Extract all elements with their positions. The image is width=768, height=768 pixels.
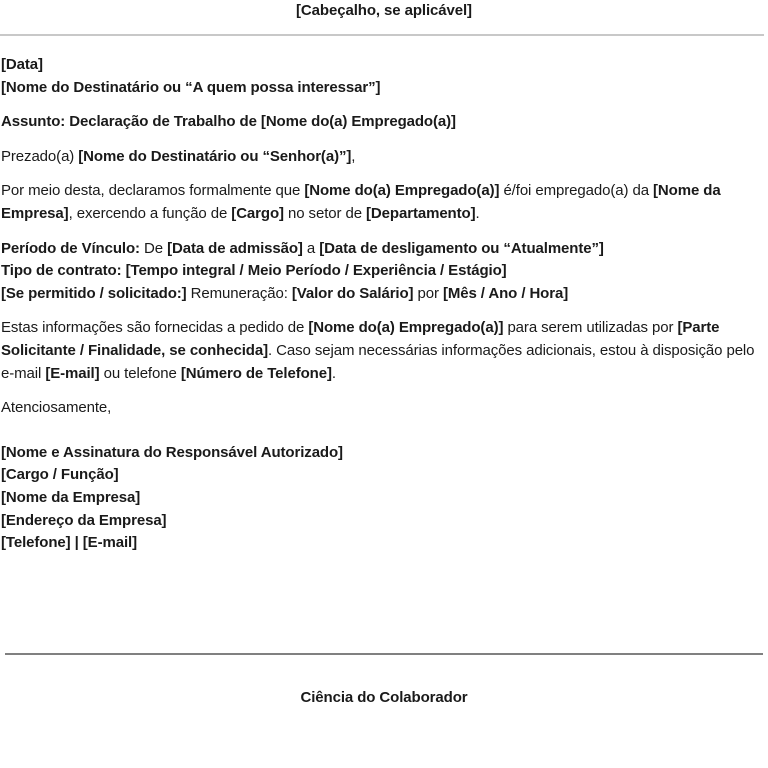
purpose-part2: para serem utilizadas por xyxy=(503,319,678,337)
period-from-word: De xyxy=(139,239,168,257)
salutation-suffix: , xyxy=(351,147,356,165)
recipient-line xyxy=(1,77,764,100)
statement-part1: Por meio desta, declaramos formalmente que xyxy=(1,182,305,200)
document-body xyxy=(0,36,768,555)
statement-company-placeholder: [Nome da Empresa] xyxy=(1,182,721,222)
period-to-word: a xyxy=(302,239,320,257)
statement-paragraph xyxy=(1,180,764,225)
contract-label: Tipo de contrato: xyxy=(1,262,126,280)
statement-department-placeholder: [Departamento] xyxy=(366,204,476,222)
recipient-placeholder: [Nome do Destinatário ou “A quem possa interessar”] xyxy=(1,78,381,96)
purpose-phone-placeholder: [Número de Telefone] xyxy=(180,364,332,382)
statement-part3: , exercendo a função de xyxy=(68,204,232,222)
signature-line-address: [Endereço da Empresa] xyxy=(1,511,167,529)
salary-amount-placeholder: [Valor do Salário] xyxy=(291,284,414,302)
salutation-line xyxy=(1,146,764,169)
purpose-email-placeholder: [E-mail] xyxy=(45,364,100,382)
contract-value-placeholder: [Tempo integral / Meio Período / Experiência / Estágio] xyxy=(125,262,507,280)
salary-label: Remuneração: xyxy=(186,284,292,302)
purpose-part3: . Caso sejam necessárias informações adicionais, estou à disposição pelo e-mail xyxy=(1,341,755,382)
period-label: Período de Vínculo: xyxy=(1,239,140,257)
salary-condition-placeholder: [Se permitido / solicitado:] xyxy=(1,284,187,302)
footer-divider xyxy=(5,653,763,655)
statement-part5: . xyxy=(475,204,480,222)
subject-line xyxy=(1,111,764,134)
employment-period-line xyxy=(1,238,764,261)
statement-employee-placeholder: [Nome do(a) Empregado(a)] xyxy=(304,182,500,200)
closing-line: Atenciosamente, xyxy=(1,399,112,417)
date-line xyxy=(1,54,764,77)
salutation-prefix: Prezado(a) xyxy=(1,147,79,165)
salary-period-placeholder: [Mês / Ano / Hora] xyxy=(442,284,569,302)
purpose-paragraph xyxy=(1,317,764,385)
period-end-placeholder: [Data de desligamento ou “Atualmente”] xyxy=(319,239,604,257)
purpose-part5: . xyxy=(331,364,336,382)
signature-line-company: [Nome da Empresa] xyxy=(1,488,141,506)
purpose-requester-placeholder: [Parte Solicitante / Finalidade, se conhecida] xyxy=(1,319,720,359)
period-start-placeholder: [Data de admissão] xyxy=(167,239,303,257)
contract-type-line xyxy=(1,260,764,283)
document-header-note: [Cabeçalho, se aplicável] xyxy=(296,2,472,19)
purpose-employee-placeholder: [Nome do(a) Empregado(a)] xyxy=(308,319,504,337)
salutation-recipient-placeholder: [Nome do Destinatário ou “Senhor(a)”] xyxy=(78,147,352,165)
purpose-part4: ou telefone xyxy=(99,364,181,382)
date-placeholder: [Data] xyxy=(1,56,43,73)
subject-label: Assunto: Declaração de Trabalho de xyxy=(1,113,261,131)
signature-line-contact: [Telefone] | [E-mail] xyxy=(1,534,137,552)
signature-line-role: [Cargo / Função] xyxy=(1,466,119,484)
statement-part4: no setor de xyxy=(283,204,367,222)
purpose-part1: Estas informações são fornecidas a pedido de xyxy=(1,319,309,337)
signature-line-name: [Nome e Assinatura do Responsável Autorizado] xyxy=(1,443,343,461)
acknowledgement-title: Ciência do Colaborador xyxy=(300,689,468,706)
subject-employee-placeholder: [Nome do(a) Empregado(a)] xyxy=(260,113,456,131)
statement-role-placeholder: [Cargo] xyxy=(231,204,284,222)
salary-line xyxy=(1,283,764,306)
statement-part2: é/foi empregado(a) da xyxy=(499,182,654,200)
salary-per-word: por xyxy=(413,284,443,302)
